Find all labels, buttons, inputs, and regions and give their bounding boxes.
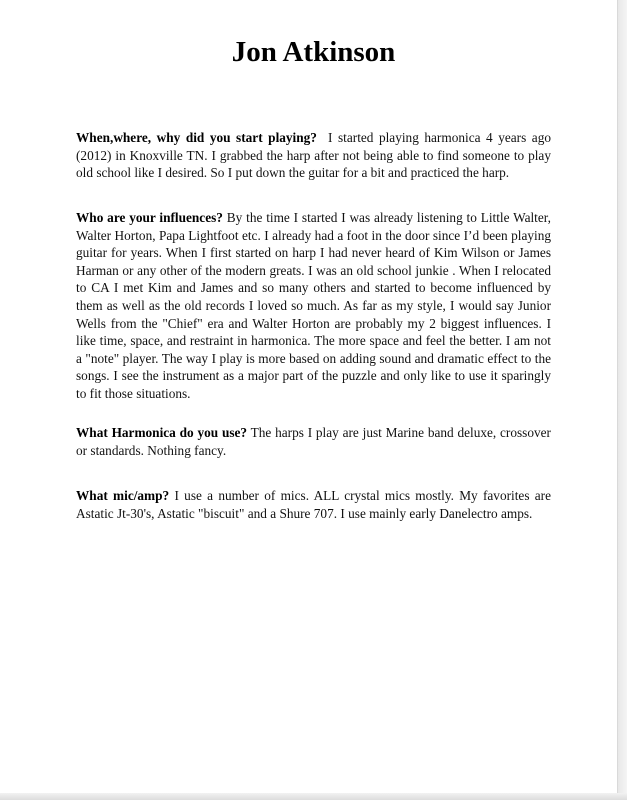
question-label: What Harmonica do you use?	[76, 425, 248, 440]
question-label: Who are your influences?	[76, 210, 223, 225]
qa-section-influences	[76, 209, 551, 403]
page-bottom-shadow	[0, 793, 627, 800]
page-title: Jon Atkinson	[231, 36, 396, 68]
qa-section-harmonica	[76, 424, 551, 459]
page-edge-shadow	[617, 0, 627, 800]
question-label: When,where, why did you start playing?	[76, 130, 317, 145]
question-label: What mic/amp?	[76, 488, 170, 503]
answer-text: By the time I started I was already listening to Little Walter, Walter Horton, Papa Lightfoot etc. I already had a foot in the door since I’d been playing guitar for years. When I first started on harp I had never heard of Kim Wilson or James Harman or any other of the modern greats. I was an old school junkie . When I relocated to CA I met Kim and James and so many others and started to become influenced by them as well as the old records I loved so much. As far as my style, I would say Junior Wells from the "Chief" era and Walter Horton are probably my 2 biggest influences. I like time, space, and restraint in harmonica. The more space and feel the better. I am not a "note" player. The way I play is more based on adding sound and dramatic effect to the songs. I see the instrument as a major part of the puzzle and only like to use it sparingly to fit those situations.	[76, 210, 552, 401]
qa-section-start-playing	[76, 129, 551, 182]
answer-text: I use a number of mics. ALL crystal mics mostly. My favorites are Astatic Jt-30's, Astatic "biscuit" and a Shure 707. I use mainly early Danelectro amps.	[76, 488, 552, 521]
qa-section-mic-amp	[76, 487, 551, 522]
answer-text: I started playing harmonica 4 years ago (2012) in Knoxville TN. I grabbed the harp after not being able to find someone to play old school like I desired. So I put down the guitar for a bit and practiced the harp.	[76, 130, 552, 181]
answer-text: The harps I play are just Marine band deluxe, crossover or standards. Nothing fancy.	[76, 425, 551, 458]
